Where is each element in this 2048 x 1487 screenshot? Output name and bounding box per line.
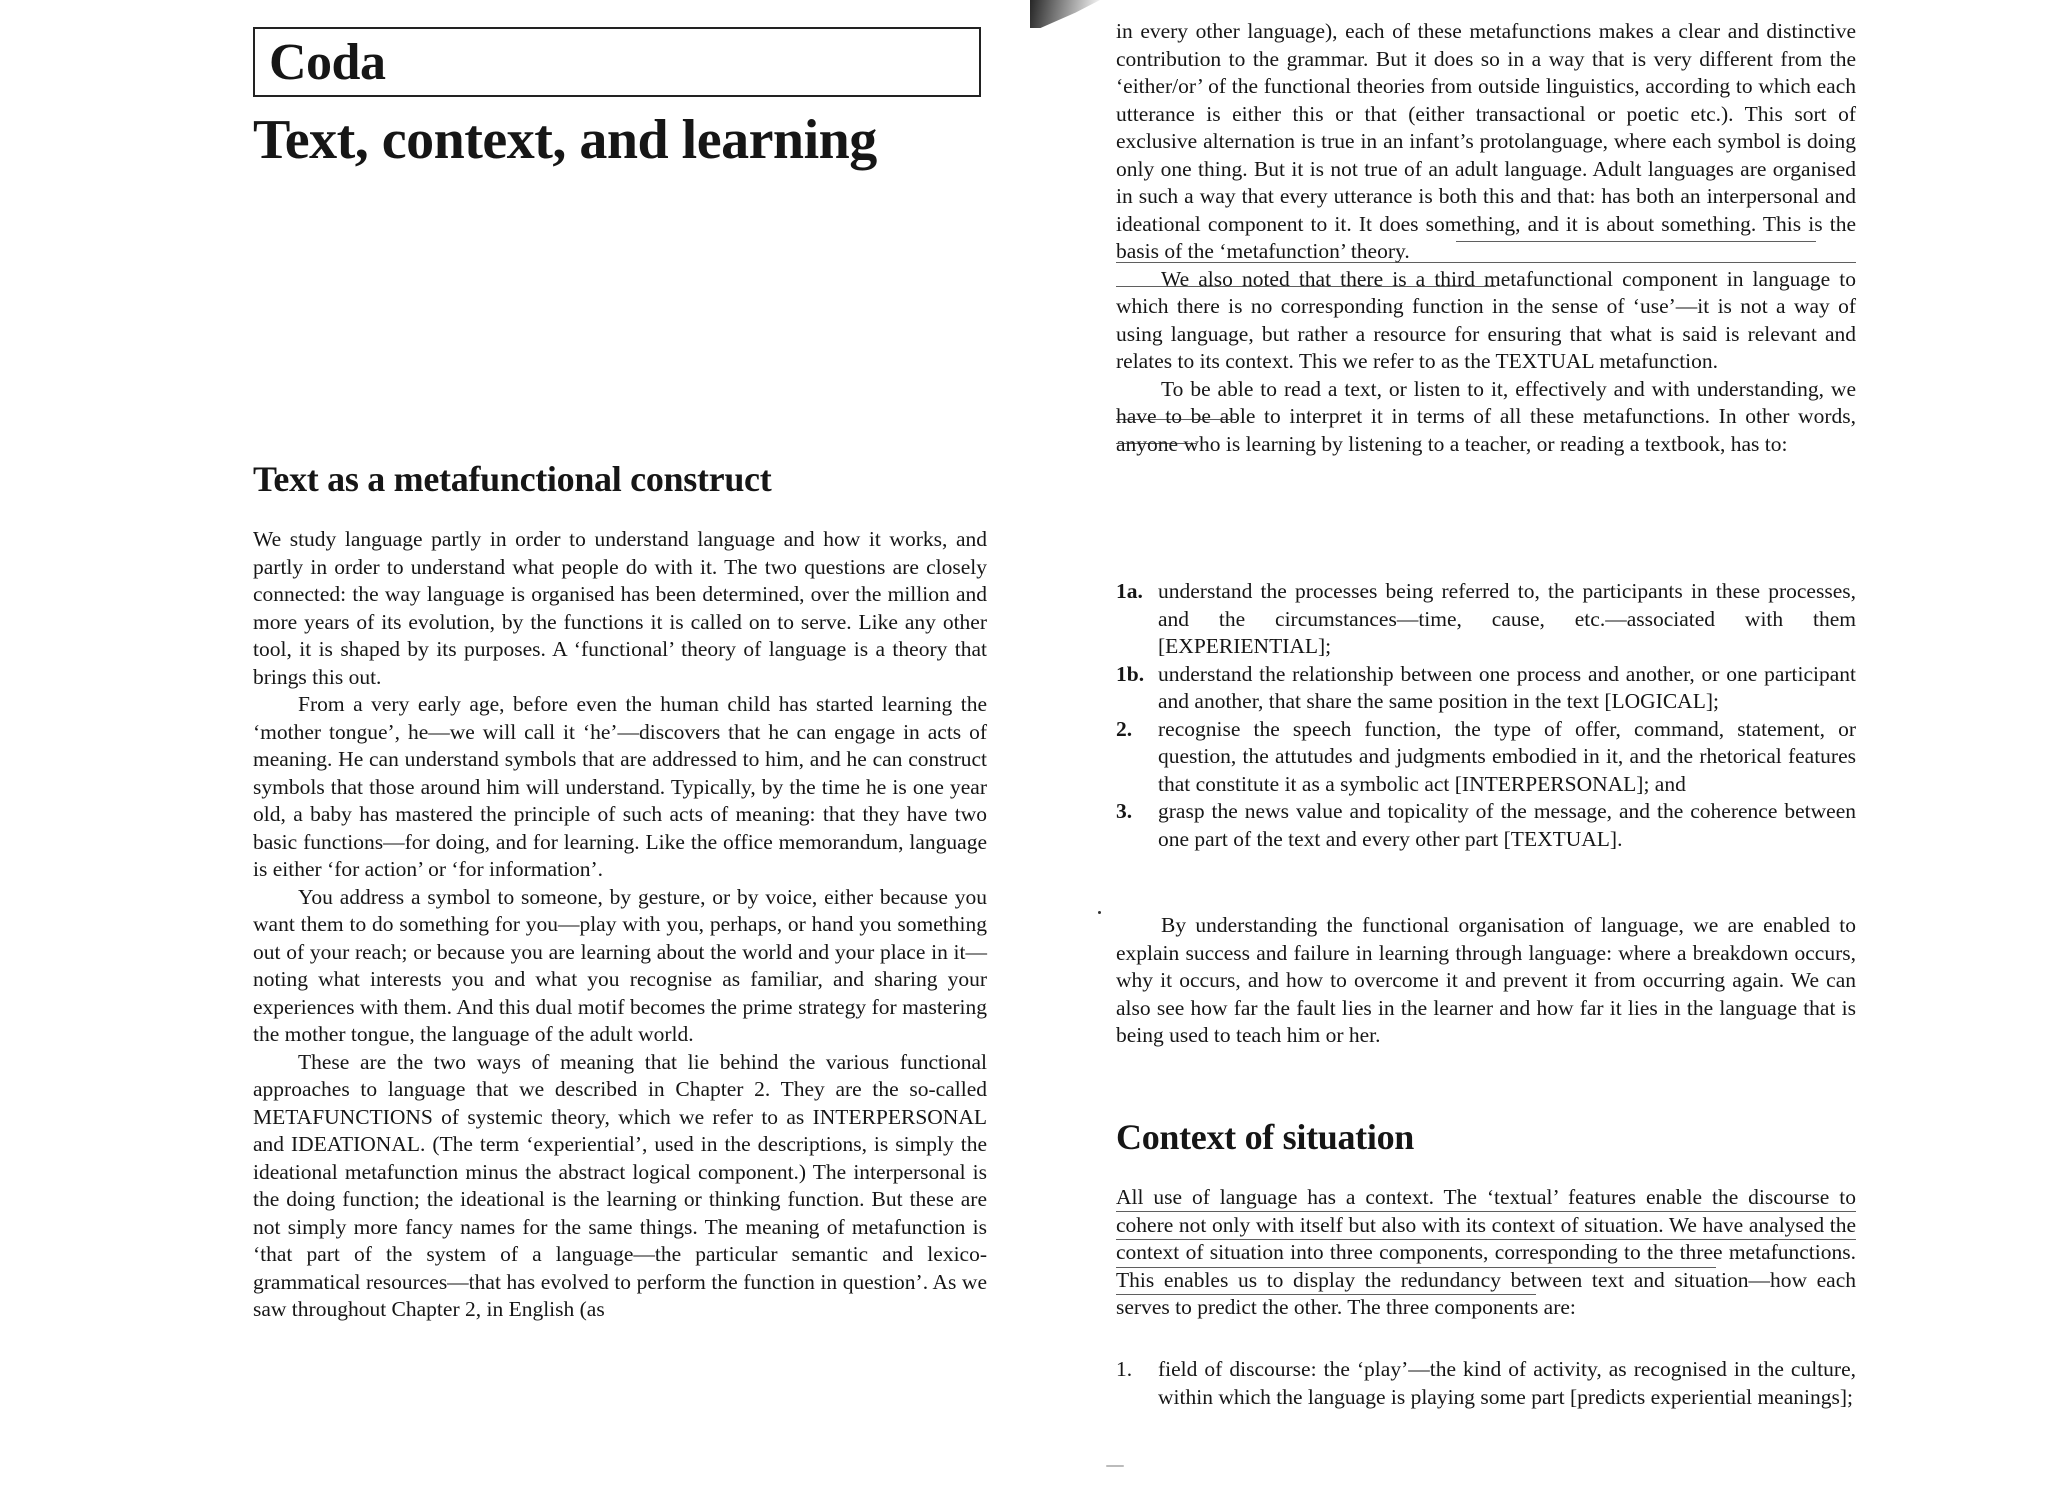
right-body-text-top <box>1116 18 1856 458</box>
context-body-text <box>1116 1184 1856 1322</box>
list-item <box>1116 661 1856 716</box>
scan-gutter-shadow <box>1030 0 1100 28</box>
list-item <box>1116 716 1856 799</box>
left-body-text <box>253 526 987 1324</box>
paragraph: All use of language has a context. The ‘textual’ features enable the discourse to cohere not only with itself but also with its context of situation. We have analysed the context of situation into three components, corresponding to the three metafunctions. This enables us to display the redundancy between text and situation—how each serves to predict the other. The three components are: <box>1116 1185 1856 1319</box>
pen-underline <box>1116 419 1236 420</box>
list-item <box>1116 1356 1856 1411</box>
list-item <box>1116 798 1856 853</box>
pen-underline <box>1116 1267 1716 1268</box>
list-number: 1. <box>1116 1357 1133 1381</box>
right-body-text-after-list <box>1116 912 1856 1050</box>
pen-underline <box>1116 286 1496 287</box>
list-text: grasp the news value and topicality of the message, and the coherence between one part of the text and every other part [TEXTUAL]. <box>1158 799 1856 851</box>
pen-underline <box>1116 262 1856 263</box>
list-number: 2. <box>1116 716 1133 741</box>
list-text: understand the processes being referred to, the participants in these processes, and the circumstances—time, cause, etc.—associated with them [EXPERIENTIAL]; <box>1158 579 1856 658</box>
pen-underline <box>1116 1294 1536 1295</box>
chapter-title: Text, context, and learning <box>253 109 877 171</box>
list-item <box>1116 578 1856 661</box>
list-text: field of discourse: the ‘play’—the kind of activity, as recognised in the culture, within which the language is playing some part [predicts experiential meanings]; <box>1158 1357 1856 1409</box>
running-label-box <box>253 27 981 97</box>
section-heading-metafunctional: Text as a metafunctional construct <box>253 459 772 499</box>
learning-requirements-list <box>1116 578 1856 853</box>
scan-speck <box>1106 1465 1124 1467</box>
section-heading-context: Context of situation <box>1116 1117 1414 1157</box>
context-components-list <box>1116 1356 1856 1411</box>
pen-underline <box>1116 443 1196 444</box>
paragraph: We study language partly in order to understand language and how it works, and partly in order to understand what people do with it. The two questions are closely connected: the way language is organised has been determined, over the million and more years of its evolution, by the functions it is called on to serve. Like any other tool, it is shaped by its purposes. A ‘functional’ theory of language is a theory that brings this out. <box>253 527 987 689</box>
paragraph: By understanding the functional organisation of language, we are enabled to explain success and failure in learning through language: where a breakdown occurs, why it occurs, and how to overcome it and prevent it from occurring again. We can also see how far the fault lies in the learner and how far it lies in the language that is being used to teach him or her. <box>1116 913 1856 1047</box>
list-text: understand the relationship between one process and another, or one participant and another, that share the same position in the text [LOGICAL]; <box>1158 661 1856 713</box>
paragraph: in every other language), each of these metafunctions makes a clear and distinctive contribution to the grammar. But it does so in a way that is very different from the ‘either/or’ of the functional theories from outside linguistics, according to which each utterance is either this or that (either transactional or poetic etc.). This sort of exclusive alternation is true in an infant’s protolanguage, where each symbol is doing only one thing. But it is not true of an adult language. Adult languages are organised in such a way that every utterance is both this and that: has both an interpersonal and ideational component to it. It does something, and it is about something. This is the basis of the ‘metafunction’ theory. <box>1116 19 1856 263</box>
paragraph: From a very early age, before even the human child has started learning the ‘mother tongue’, he—we will call it ‘he’—discovers that he can engage in acts of meaning. He can understand symbols that are addressed to him, and he can construct symbols that those around him will understand. Typically, by the time he is one year old, a baby has mastered the principle of such acts of meaning: that they have two basic functions—for doing, and for learning. Like the office memorandum, language is either ‘for action’ or ‘for information’. <box>253 692 987 881</box>
paragraph: We also noted that there is a third metafunctional component in language to which there is no corresponding function in the sense of ‘use’—it is not a way of using language, but rather a resource for ensuring that what is said is relevant and relates to its context. This we refer to as the TEXTUAL metafunction. <box>1116 266 1856 373</box>
pen-underline <box>1116 1211 1856 1212</box>
list-number: 1b. <box>1116 661 1145 686</box>
pen-underline <box>1456 241 1816 242</box>
pen-underline <box>1116 1239 1856 1240</box>
list-text: recognise the speech function, the type of offer, command, statement, or question, the attutudes and judgments embodied in it, and the rhetorical features that constitute it as a symbolic act [INTERPERSONAL]; and <box>1158 716 1856 796</box>
list-number: 3. <box>1116 799 1133 823</box>
paragraph: You address a symbol to someone, by gesture, or by voice, either because you want them to do something for you—play with you, perhaps, or hand you something out of your reach; or because you are learning about the world and your place in it—noting what interests you and what you recognise as familiar, and sharing your experiences with them. And this dual motif becomes the prime strategy for mastering the mother tongue, the language of the adult world. <box>253 884 987 1046</box>
paragraph: To be able to read a text, or listen to it, effectively and with understanding, we have to be able to interpret it in terms of all these metafunctions. In other words, anyone who is learning by listening to a teacher, or reading a textbook, has to: <box>1116 376 1856 456</box>
list-number: 1a. <box>1116 579 1143 603</box>
running-label: Coda <box>269 34 386 91</box>
paragraph: These are the two ways of meaning that lie behind the various functional approaches to language that we described in Chapter 2. They are the so-called METAFUNCTIONS of systemic theory, which we refer to as INTERPERSONAL and IDEATIONAL. (The term ‘experiential’, used in the descriptions, is simply the ideational metafunction minus the abstract logical component.) The interpersonal is the doing function; the ideational is the learning or thinking function. But these are not simply more fancy names for the same things. The meaning of metafunction is ‘that part of the system of a language—the particular semantic and lexico-grammatical resources—that has evolved to perform the function in question’. As we saw throughout Chapter 2, in English (as <box>253 1049 987 1321</box>
scan-speck <box>1098 911 1101 914</box>
